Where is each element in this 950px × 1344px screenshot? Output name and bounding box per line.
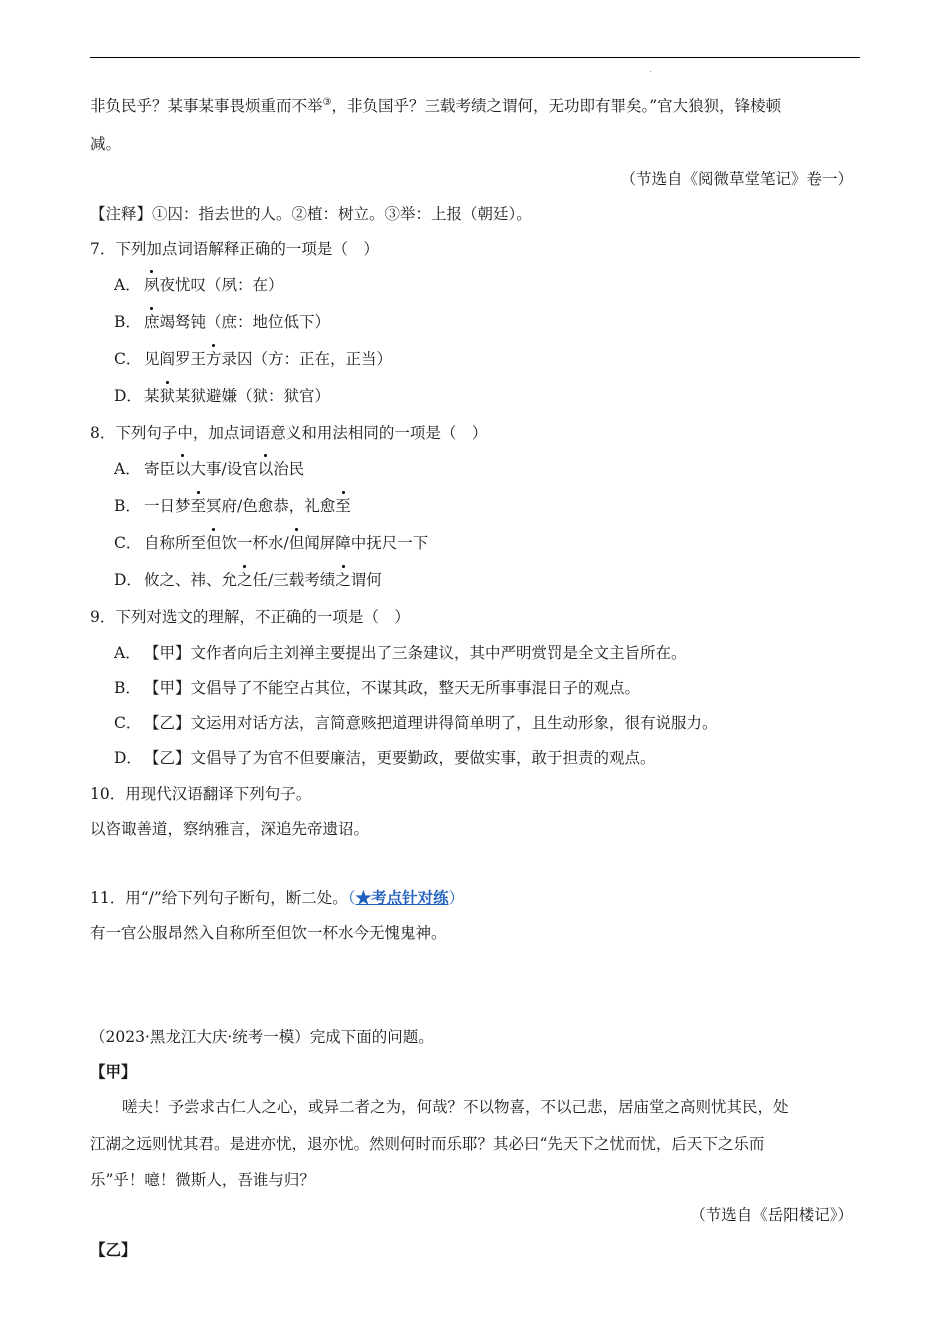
dotted-word: 方	[206, 347, 222, 369]
dotted-word: 至	[191, 494, 207, 516]
option-letter: B．	[114, 313, 141, 331]
question-text: 11．用“/”给下列句子断句，断二处。	[90, 889, 348, 907]
question-11-sentence: 有一官公服昂然入自称所至但饮一杯水今无愧鬼神。	[90, 924, 447, 942]
question-11-stem	[90, 886, 464, 908]
option-letter: B．	[114, 679, 141, 697]
option-letter: C．	[114, 714, 142, 732]
dotted-word: 夙	[144, 273, 160, 295]
option-letter: D．	[114, 571, 142, 589]
practice-link[interactable]: ★考点针对练	[355, 888, 449, 907]
question-9-option-c[interactable]	[114, 711, 718, 733]
option-letter: D．	[114, 749, 142, 767]
question-8-stem: 8．下列句子中，加点词语意义和用法相同的一项是（ ）	[90, 424, 488, 442]
question-9-option-a[interactable]	[114, 641, 687, 663]
question-7-option-b[interactable]	[114, 310, 330, 332]
dotted-word: 狱	[160, 384, 176, 406]
option-letter: A．	[114, 276, 141, 294]
passage-jia-source: （节选自《岳阳楼记》）	[690, 1206, 853, 1224]
passage-text: 非负民乎？某事某事畏烦重而不举	[90, 97, 323, 115]
question-7-option-d[interactable]	[114, 384, 330, 406]
option-text: 【乙】文运用对话方法，言简意赅把道理讲得简单明了，且生动形象，很有说服力。	[144, 714, 718, 732]
option-text: 大事/设官	[190, 460, 258, 478]
annotation-notes: 【注释】①囚：指去世的人。②植：树立。③举：上报（朝廷）。	[90, 205, 532, 223]
option-text: 录囚（方：正在，正当）	[221, 350, 393, 368]
dotted-word: 之	[335, 568, 351, 590]
passage-jia-line-2: 江湖之远则忧其君。是进亦忧，退亦忧。然则何时而乐耶？其必曰“先天下之忧而忧，后天下之乐而	[90, 1135, 765, 1153]
question-8-option-c[interactable]	[114, 531, 428, 553]
question-7-option-a[interactable]	[114, 273, 284, 295]
option-text: 任/三载考绩	[252, 571, 336, 589]
section-header: （2023·黑龙江大庆·统考一模）完成下面的问题。	[90, 1028, 434, 1046]
option-text: 一日梦	[144, 497, 191, 515]
passage-jia-line-1: 嗟夫！予尝求古仁人之心，或异二者之为，何哉？不以物喜，不以己悲，居庙堂之高则忧其民，处	[122, 1098, 789, 1116]
option-text: 【甲】文作者向后主刘禅主要提出了三条建议，其中严明赏罚是全文主旨所在。	[144, 644, 687, 662]
passage-line-2: 减。	[90, 135, 122, 153]
option-letter: B．	[114, 497, 141, 515]
option-text: 自称所至	[144, 534, 207, 552]
question-9-option-b[interactable]	[114, 676, 640, 698]
dotted-word: 庶	[144, 310, 160, 332]
dotted-word: 但	[206, 531, 222, 553]
question-9-option-d[interactable]	[114, 746, 656, 768]
passage-jia-line-3: 乐”乎！噫！微斯人，吾谁与归？	[90, 1171, 315, 1189]
question-9-stem: 9．下列对选文的理解，不正确的一项是（ ）	[90, 608, 410, 626]
option-text: 闻屏障中抚尺一下	[304, 534, 429, 552]
passage-source: （节选自《阅微草堂笔记》卷一）	[620, 170, 853, 188]
question-8-option-d[interactable]	[114, 568, 382, 590]
passage-jia-label: 【甲】	[90, 1062, 137, 1081]
option-letter: D．	[114, 387, 142, 405]
dotted-word: 以	[175, 457, 191, 479]
passage-yi-label: 【乙】	[90, 1240, 137, 1259]
passage-line-1	[90, 94, 781, 116]
dotted-word: 至	[335, 494, 351, 516]
question-7-option-c[interactable]	[114, 347, 392, 369]
option-text: 治民	[273, 460, 305, 478]
option-text: 攸之、祎、允	[144, 571, 238, 589]
header-rule	[90, 57, 860, 58]
option-text: 冥府/色愈恭，礼愈	[206, 497, 336, 515]
link-bracket: （	[347, 889, 356, 907]
question-7-stem: 7．下列加点词语解释正确的一项是（ ）	[90, 240, 379, 258]
footnote-mark: ③	[322, 96, 332, 108]
option-text: 某狱避嫌（狱：狱官）	[175, 387, 331, 405]
option-text: 【甲】文倡导了不能空占其位，不谋其政，整天无所事事混日子的观点。	[144, 679, 641, 697]
option-text: 寄臣	[144, 460, 176, 478]
option-text: 某	[144, 387, 160, 405]
option-letter: C．	[114, 350, 142, 368]
option-text: 竭驽钝（庶：地位低下）	[159, 313, 331, 331]
header-dot	[650, 71, 651, 72]
option-letter: A．	[114, 644, 141, 662]
question-8-option-b[interactable]	[114, 494, 351, 516]
option-letter: C．	[114, 534, 142, 552]
link-bracket: ）	[448, 889, 465, 907]
dotted-word: 但	[289, 531, 305, 553]
option-text: 见阎罗王	[144, 350, 207, 368]
question-10-sentence: 以咨诹善道，察纳雅言，深追先帝遗诏。	[90, 820, 370, 838]
dotted-word: 之	[237, 568, 253, 590]
option-text: 谓何	[350, 571, 382, 589]
option-text: 夜忧叹（夙：在）	[159, 276, 284, 294]
option-letter: A．	[114, 460, 141, 478]
question-10-stem: 10．用现代汉语翻译下列句子。	[90, 785, 312, 803]
option-text: 饮一杯水/	[221, 534, 289, 552]
option-text: 【乙】文倡导了为官不但要廉洁，更要勤政，要做实事，敢于担责的观点。	[144, 749, 656, 767]
passage-text: ，非负国乎？三载考绩之谓何，无功即有罪矣。”官大狼狈，锋棱顿	[331, 97, 782, 115]
question-8-option-a[interactable]	[114, 457, 304, 479]
dotted-word: 以	[258, 457, 274, 479]
